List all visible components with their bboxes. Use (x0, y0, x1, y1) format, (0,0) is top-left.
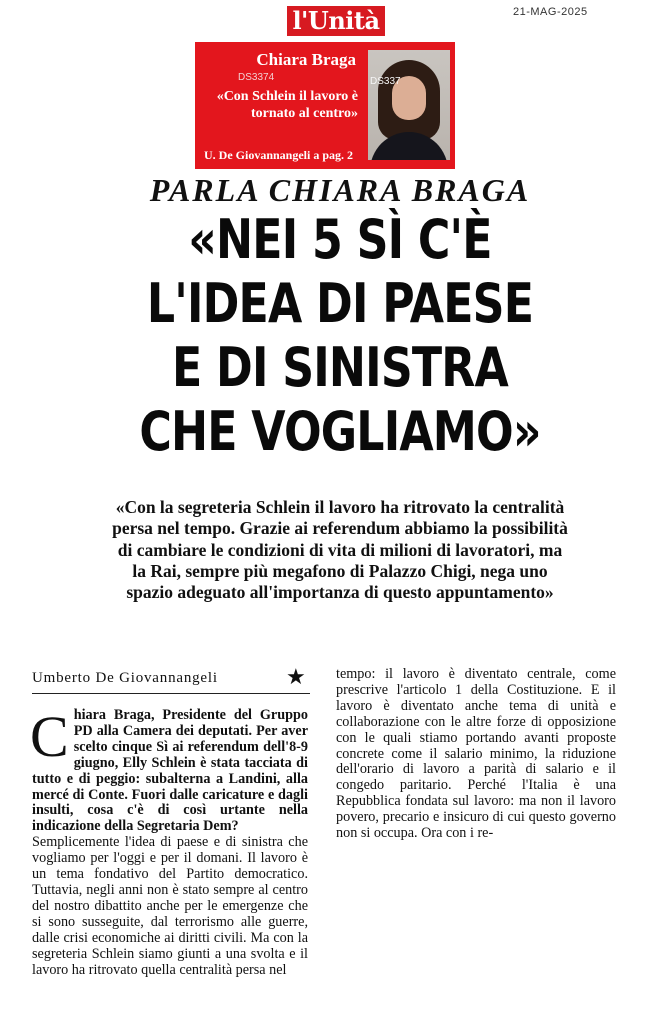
star-icon: ★ (286, 664, 306, 689)
promo-name: Chiara Braga (256, 50, 356, 69)
article-column-1 (30, 704, 308, 978)
portrait-photo-icon (368, 50, 450, 160)
headline-line: «NEI 5 SÌ C'È (188, 208, 492, 271)
headline-line: L'IDEA DI PAESE (146, 272, 534, 335)
interview-answer-continued: tempo: il lavoro è diventato centrale, come prescrive l'articolo 1 della Costituzione. E il lavoro è diventato anche tema di unità e collaborazione con le altre forze di opposizione con le quali stiamo portando avanti proposte concrete come il salario minimo, la riduzione dell'orario di lavoro a parità di salario e il congedo paritario. Perché l'Italia è una Repubblica fondata sul lavoro: ma non il lavoro povero, precario e insicuro di cui questo governo non si occupa. Ora con i re- (336, 666, 616, 842)
article-column-2 (336, 667, 616, 842)
article-kicker: PARLA CHIARA BRAGA (149, 172, 531, 208)
headline-line: E DI SINISTRA (171, 336, 509, 399)
promo-quote: «Con Schlein il lavoro è tornato al centro» (216, 89, 358, 121)
issue-date: 21-MAG-2025 (513, 6, 588, 18)
headline-line: CHE VOGLIAMO» (139, 400, 541, 463)
promo-code: DS3374 (238, 72, 275, 83)
interview-answer: Semplicemente l'idea di paese e di sinistra che vogliamo per l'oggi e per il domani. Il lavoro è un tema fondativo del Partito democratico. Tuttavia, negli anni non è stato sempre al centro del nostro dibattito anche per le emergenze che si sono susseguite, dal terrorismo alle guerre, dalle crisi economiche ai diritti civili. Ma con la segreteria Schlein siamo giunti a una svolta e il lavoro ha ritrovato quella centralità persa nel (32, 834, 308, 978)
article-standfirst: «Con la segreteria Schlein il lavoro ha ritrovato la centralità persa nel tempo. Grazie ai referendum abbiamo la possibilità di cambiare le condizioni di vita di milioni di lavoratori, ma la Rai, sempre più megafono di Palazzo Chigi, nega uno spazio adeguato all'importanza di questo appuntamento» (112, 497, 568, 603)
article-headline (94, 208, 586, 464)
interview-question: hiara Braga, Presidente del Gruppo PD alla Camera dei deputati. Per aver scelto cinque Sì ai referendum dell'8-9 giugno, Elly Schlein è stata tacciata di tutto e di peggio: subalterna a Landini, alla mercé di Conte. Fuori dalle caricature e dagli insulti, cosa c'è di così urtante nella indicazione della Segretaria Dem? (32, 707, 308, 835)
drop-cap: C (30, 704, 69, 769)
promo-page-reference[interactable]: U. De Giovannangeli a pag. 2 (204, 148, 354, 162)
article-byline: Umberto De Giovannangeli (32, 670, 218, 686)
masthead-logo: l'Unità (287, 6, 385, 36)
photo-code: DS337 (370, 76, 401, 87)
byline-divider (32, 693, 310, 694)
